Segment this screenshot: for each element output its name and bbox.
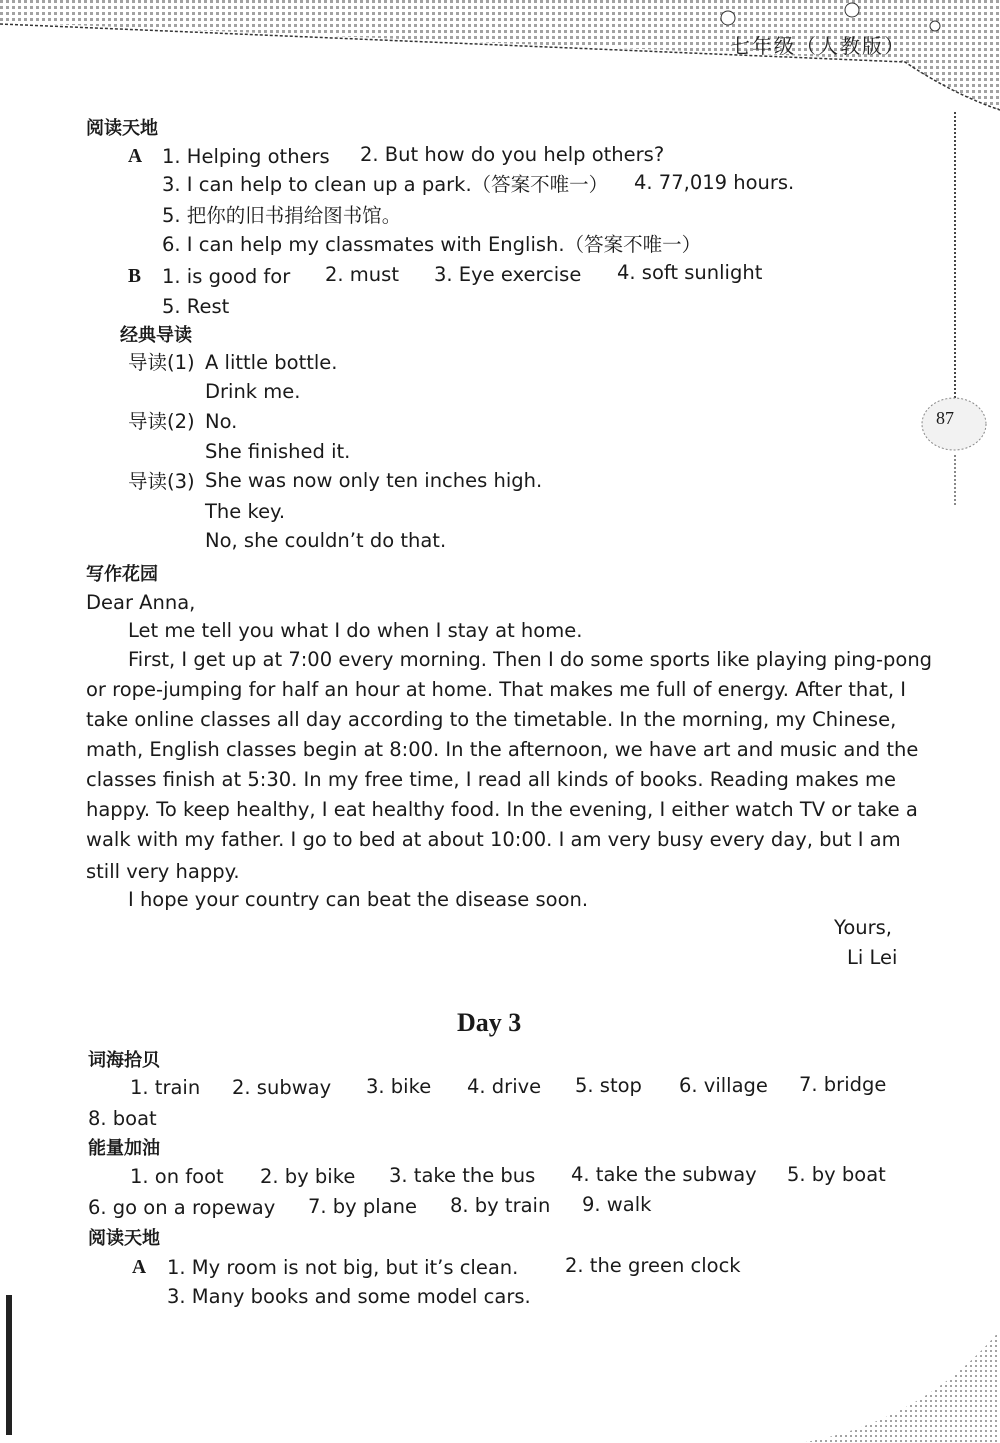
- guide-answer: The key.: [205, 500, 286, 523]
- answer-item: 2. But how do you help others?: [360, 143, 665, 166]
- answer-item: 4. drive: [467, 1075, 542, 1098]
- letter-line: or rope-jumping for half an hour at home. That makes me full of energy. After that, I: [86, 678, 906, 701]
- answer-item: 1. Helping others: [162, 145, 330, 168]
- letter-greeting: Dear Anna,: [86, 591, 196, 614]
- answer-item: 8. boat: [88, 1107, 157, 1130]
- answer-item: 1. My room is not big, but it’s clean.: [167, 1256, 519, 1279]
- guide-label: 导读(1): [128, 351, 195, 374]
- letter-line: walk with my father. I go to bed at about 10:00. I am very busy every day, but I am: [86, 828, 901, 851]
- answer-item: 2. the green clock: [565, 1254, 741, 1277]
- letter-paragraph: I hope your country can beat the disease soon.: [128, 888, 589, 911]
- answer-item: 6. go on a ropeway: [88, 1196, 276, 1219]
- answer-item: 4. 77,019 hours.: [634, 171, 795, 194]
- part-a-label: A: [132, 1257, 147, 1278]
- letter-line: classes finish at 5:30. In my free time, I read all kinds of books. Reading makes me: [86, 768, 896, 791]
- answer-item: 4. soft sunlight: [617, 261, 763, 284]
- answer-item: 6. village: [679, 1074, 768, 1097]
- answer-item: 3. Eye exercise: [434, 263, 582, 286]
- corner-decoration: [800, 1330, 1000, 1443]
- guide-answer: No.: [205, 410, 238, 433]
- section-title-classic: 经典导读: [120, 325, 192, 346]
- guide-label: 导读(3): [128, 470, 195, 493]
- answer-item: 5. Rest: [162, 295, 230, 318]
- section-title-vocabulary: 词海拾贝: [88, 1050, 160, 1071]
- answer-item: 5. by boat: [787, 1163, 886, 1186]
- answer-item: 3. I can help to clean up a park.（答案不唯一）: [162, 173, 609, 196]
- guide-answer: She was now only ten inches high.: [205, 469, 543, 492]
- day-heading: Day 3: [457, 1008, 522, 1037]
- letter-line: First, I get up at 7:00 every morning. Then I do some sports like playing ping-pong: [128, 648, 933, 671]
- letter-line: happy. To keep healthy, I eat healthy food. In the evening, I either watch TV or take a: [86, 798, 918, 821]
- answer-item: 7. by plane: [308, 1195, 418, 1218]
- section-title-reading-2: 阅读天地: [88, 1228, 160, 1249]
- answer-item: 3. bike: [366, 1075, 432, 1098]
- page-number: 87: [936, 408, 954, 428]
- answer-item: 3. take the bus: [389, 1164, 536, 1187]
- answer-item: 3. Many books and some model cars.: [167, 1285, 531, 1308]
- answer-item: 1. is good for: [162, 265, 291, 288]
- margin-dotted-line-lower: [954, 455, 956, 505]
- part-b-label: B: [128, 266, 142, 287]
- guide-answer: She finished it.: [205, 440, 351, 463]
- answer-item: 2. subway: [232, 1076, 332, 1099]
- section-title-reading: 阅读天地: [86, 118, 158, 139]
- letter-closing: Yours,: [834, 916, 892, 939]
- margin-dotted-line: [954, 112, 956, 402]
- section-title-writing: 写作花园: [86, 564, 158, 585]
- letter-line: take online classes all day according to the timetable. In the morning, my Chinese,: [86, 708, 897, 731]
- page-number-badge: [918, 392, 990, 456]
- answer-item: 6. I can help my classmates with English.（答案不唯一）: [162, 233, 702, 256]
- answer-item: 2. must: [325, 263, 399, 286]
- answer-item: 9. walk: [582, 1193, 652, 1216]
- letter-line: math, English classes begin at 8:00. In the afternoon, we have art and music and the: [86, 738, 919, 761]
- answer-item: 1. train: [130, 1076, 201, 1099]
- letter-signature: Li Lei: [847, 946, 898, 969]
- page-edge-mark: [6, 1295, 12, 1435]
- grade-label: 七年级（人教版）: [730, 34, 906, 58]
- header-decoration: [0, 0, 1000, 120]
- answer-item: 1. on foot: [130, 1165, 224, 1188]
- answer-item: 2. by bike: [260, 1165, 356, 1188]
- letter-line: still very happy.: [86, 860, 240, 883]
- part-a-label: A: [128, 146, 143, 167]
- answer-item: 8. by train: [450, 1194, 551, 1217]
- guide-label: 导读(2): [128, 410, 195, 433]
- guide-answer: Drink me.: [205, 380, 301, 403]
- section-title-energy: 能量加油: [88, 1138, 160, 1159]
- answer-item: 5. 把你的旧书捐给图书馆。: [162, 204, 402, 227]
- guide-answer: A little bottle.: [205, 351, 338, 374]
- answer-item: 7. bridge: [799, 1073, 887, 1096]
- guide-answer: No, she couldn’t do that.: [205, 529, 447, 552]
- answer-item: 4. take the subway: [571, 1163, 757, 1186]
- letter-paragraph: Let me tell you what I do when I stay at home.: [128, 619, 583, 642]
- answer-item: 5. stop: [575, 1074, 642, 1097]
